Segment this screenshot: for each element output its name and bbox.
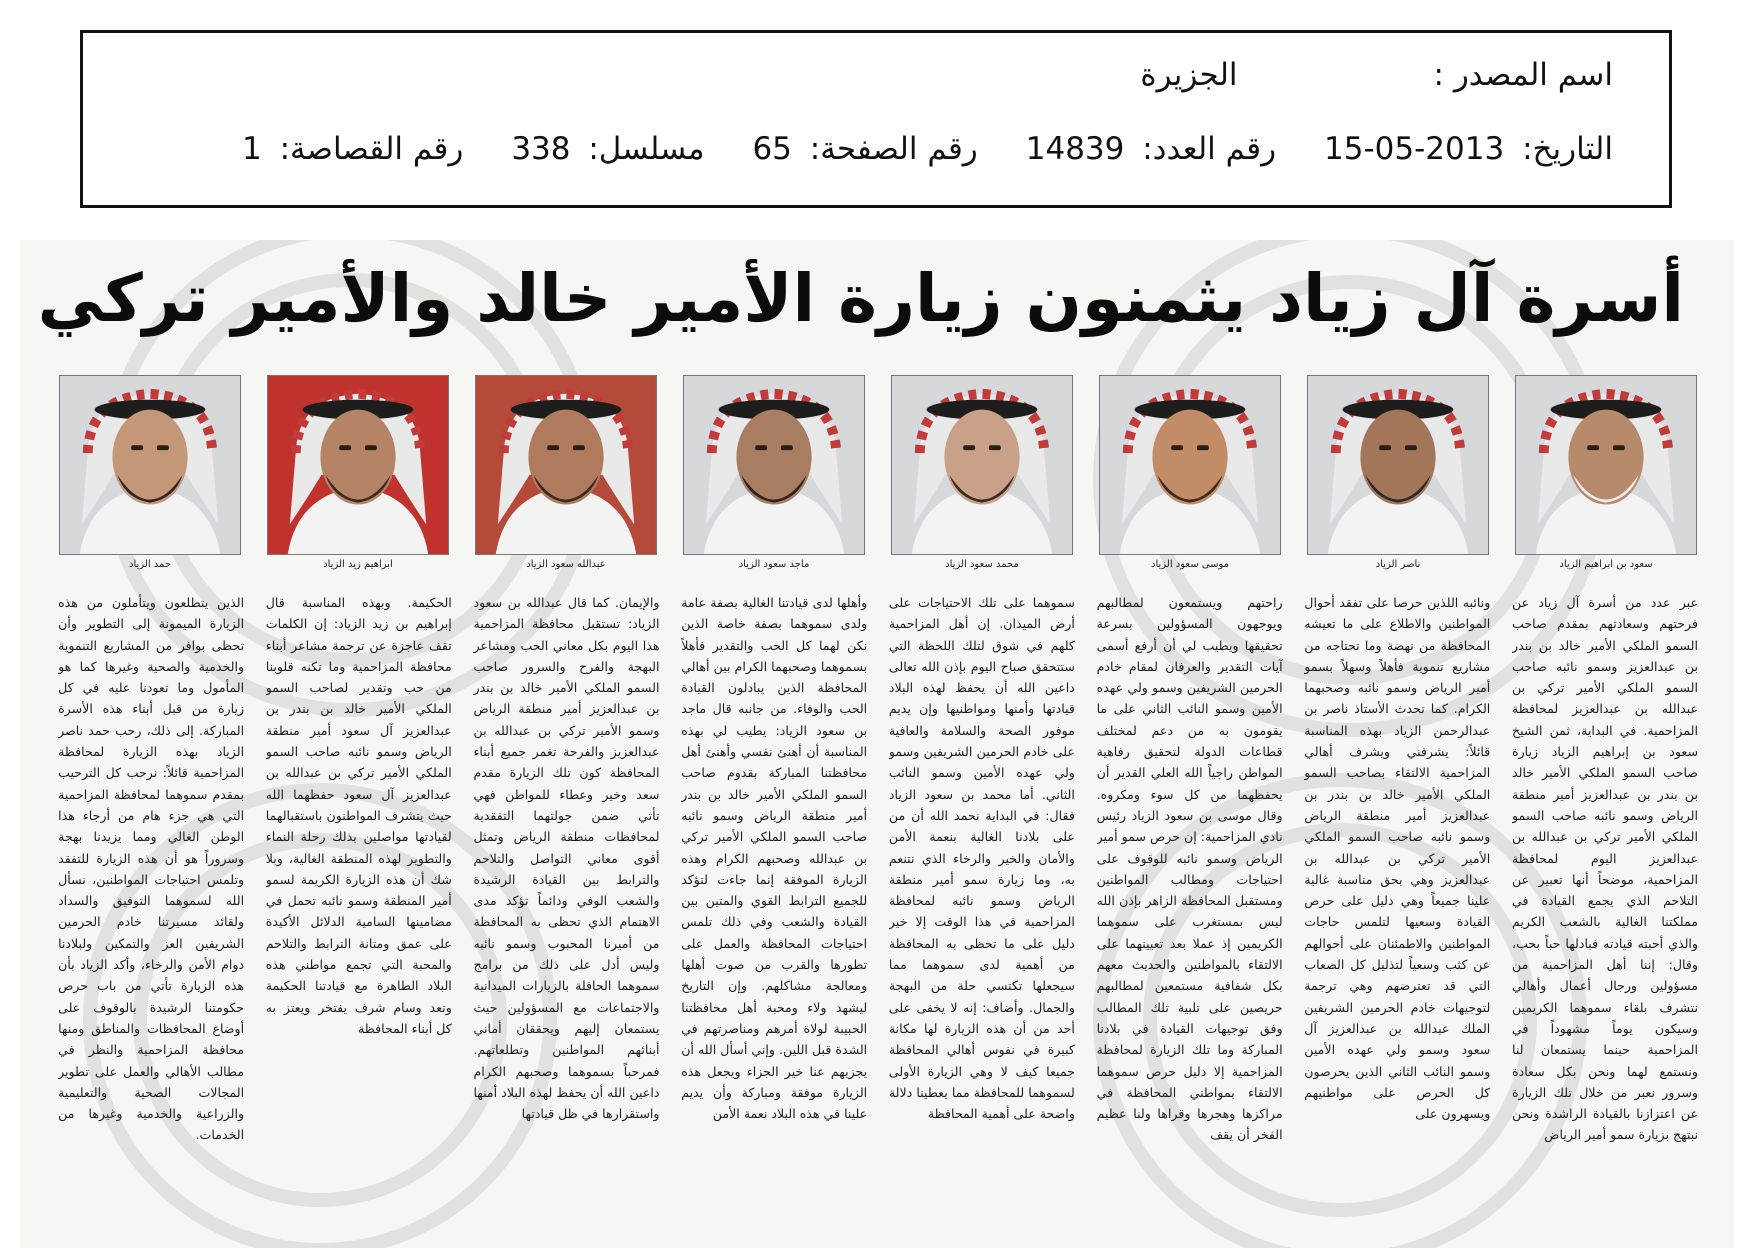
serial-label: مسلسل:	[588, 131, 705, 167]
publication-details-row	[242, 131, 1613, 167]
portrait-caption: ماجد سعود الزياد	[738, 559, 810, 570]
portrait-photo	[1307, 375, 1489, 555]
issue-value: 14839	[1025, 131, 1125, 167]
portrait-card	[1514, 375, 1698, 570]
portrait-caption: عبدالله سعود الزياد	[526, 559, 606, 570]
article-column: الذين يتطلعون ويتأملون من هذه الزيارة الميمونة إلى التطوير وأن تحظى بوافر من المشاريع التنموية والخدمية والصحية وغيرها كما هو المأمول وما تعودنا عليه في كل زيارة من قبل أبناء هذه الأسرة المباركة. إلى ذلك، رحب حمد ناصر الزياد بهذه الزيارة لمحافظة المزاحمية قائلاً: نرحب كل الترحيب بمقدم سموهما لمحافظة المزاحمية التي هي جزء هام من أرجاء هذا الوطن الغالي ومما يزيدنا بهجة وسروراً هو أن هذه الزيارة للتفقد وتلمس احتياجات المواطنين، نسأل الله لسموهما التوفيق والسداد ولقائد مسيرتنا خادم الحرمين الشريفين العز والتمكين ولبلادنا دوام الأمن والرخاء، وأكد الزياد بأن هذه الزيارة تأتي من باب حرص حكومتنا الرشيدة بالوقوف على أوضاع المحافظات والمناطق ومنها محافظة المزاحمية والنظر في مطالب الأهالي والعمل على تطوير المجالات الصحية والتعليمية والزراعية والخدمية وغيرها من الخدمات.	[58, 595, 245, 1143]
portrait-caption: سعود بن ابراهيم الزياد	[1559, 559, 1653, 570]
date-value: 15-05-2013	[1324, 131, 1505, 167]
portrait-caption: موسى سعود الزياد	[1150, 559, 1230, 570]
article-body	[58, 592, 1698, 1232]
serial-field	[511, 131, 704, 167]
source-name-value: الجزيرة	[1140, 57, 1238, 93]
portrait-photo	[59, 375, 241, 555]
portrait-photo	[891, 375, 1073, 555]
article-column: الحكيمة. وبهذه المناسبة قال إبراهيم بن زيد الزياد: إن الكلمات تقف عاجزة عن ترجمة مشاعر أبناء محافظة المزاحمية وما تكنه قلوبنا من حب وتقدير لصاحب السمو الملكي الأمير خالد بن بندر بن عبدالعزيز آل سعود أمير منطقة الرياض وسمو نائبه صاحب السمو الملكي الأمير تركي بن عبدالله بن عبدالعزيز آل سعود حفظهما الله حيث يتشرف المواطنون باستقبالهما لقيادتها مواصلين بذلك رحلة النماء والتطوير لهذه المنطقة الغالية، وبلا شك أن هذه الزيارة الكريمة لسمو أمير المنطقة وسمو نائبه تحمل في مضامينها السامية الدلائل الأكيدة على عمق ومتانة الترابط والتلاحم والمحبة التي تجمع مواطني هذه البلاد الطاهرة مع قيادتنا الحكيمة وتعد وسام شرف يفتخر ويعتز به كل أبناء المحافظة	[265, 595, 452, 1036]
photo-row	[58, 375, 1698, 570]
clip-label: رقم القصاصة:	[279, 131, 464, 167]
source-name-row	[1140, 57, 1613, 93]
issue-label: رقم العدد:	[1142, 131, 1277, 167]
article-column: راحتهم ويستمعون لمطالبهم ويوجهون المسؤولين بسرعة تحقيقها ويطيب لي أن أرفع أسمى آيات التقدير والعرفان لمقام خادم الحرمين الشريفين وسمو ولي عهده الأمين وسمو النائب الثاني على ما يقومون به من دعم لمختلف قطاعات الدولة لتحقيق رفاهية المواطن راجياً الله العلي القدير أن يحفظهما من كل سوء ومكروه. وقال موسى بن سعود الزياد رئيس نادي المزاحمية: إن حرص سمو أمير الرياض وسمو نائبه للوقوف على احتياجات ومطالب المواطنين ومستقبل المحافظة الزاهر بإذن الله ليس بمستغرب على سموهما الكريمين إذ عملا بعد تعيينهما على الالتقاء بالمواطنين والحديث معهم بكل شفافية مستمعين لمطالبهم حريصين على تلبية تلك المطالب وفق توجيهات القيادة في بلادنا المباركة وما تلك الزيارة لمحافظة المزاحمية إلا دليل حرص سموهما الالتقاء بمواطني المحافظة في مراكزها وهجرها وقراها ولنا عظيم الفخر أن يقف	[1096, 595, 1283, 1143]
portrait-card	[1098, 375, 1282, 570]
issue-field	[1026, 131, 1276, 167]
portrait-caption: حمد الزياد	[128, 559, 172, 570]
page-field	[752, 131, 977, 167]
portrait-card	[1306, 375, 1490, 570]
portrait-caption: ناصر الزياد	[1375, 559, 1421, 570]
portrait-photo	[1099, 375, 1281, 555]
article-column: وأهلها لدى قيادتنا الغالية بصفة عامة ولدى سموهما بصفة خاصة الذين نكن لهما كل الحب والتقدير فأهلاً بسموهما وصحبهما الكرام بين أهالي المحافظة الذين يبادلون القيادة الحب والوفاء. من جانبه قال ماجد بن سعود الزياد: يطيب لي بهذه المناسبة أن أهنئ نفسي وأهنئ أهل محافظتنا المباركة بقدوم صاحب السمو الملكي الأمير خالد بن بندر أمير منطقة الرياض وسمو نائبه صاحب السمو الملكي الأمير تركي بن عبدالله وصحبهم الكرام وهذه الزيارة الموفقة إنما جاءت لتؤكد للجميع الترابط القوي والمتين بين القيادة والشعب وفي ذلك تلمس احتياجات المحافظة والعمل على تطورها والقرب من صوت أهلها ومعالجة مشاكلهم. وإن التاريخ ليشهد ولاء ومحبة أهل محافظتنا الحبيبة لولاة أمرهم ومناصرتهم في الشدة قبل اللين. وإني أسأل الله أن يجزيهم عنا خير الجزاء ويجعل هذه الزيارة موفقة ومباركة وأن يديم علينا في هذه البلاد نعمة الأمن	[681, 595, 868, 1122]
portrait-photo	[267, 375, 449, 555]
portrait-caption: ابراهيم زيد الزياد	[323, 559, 393, 570]
portrait-photo	[1515, 375, 1697, 555]
date-field	[1324, 131, 1613, 167]
newspaper-clipping	[20, 240, 1734, 1248]
article-column: والإيمان. كما قال عبدالله بن سعود الزياد: تستقبل محافظة المزاحمية هذا اليوم بكل معاني الحب ومشاعر البهجة والفرح والسرور صاحب السمو الملكي الأمير خالد بن بندر بن عبدالعزيز أمير منطقة الرياض وسمو الأمير تركي بن عبدالله بن عبدالعزيز والفرحة تغمر جميع أبناء المحافظة كون تلك الزيارة مقدم سعد وخير وعطاء للمواطن فهي تأتي ضمن جولتهما التفقدية لمحافظات منطقة الرياض وتمثل أقوى معاني التواصل والتلاحم والترابط بين القيادة الرشيدة والشعب الوفي ودائماً تؤكد مدى الاهتمام الذي تحظى به المحافظة من أميرنا المحبوب وسمو نائبه وليس أدل على ذلك من برامج سموهما الحافلة بالزيارات الميدانية والاجتماعات مع المسؤولين حيث يستمعان إليهم ويحققان أماني أبنائهم المواطنين وتطلعاتهم. فمرحباً بسموهما وصحبهم الكرام داعين الله أن يحفظ لهذه البلاد أمنها واستقرارها في ظل قيادتها	[473, 595, 660, 1122]
portrait-card	[890, 375, 1074, 570]
portrait-photo	[475, 375, 657, 555]
article-column: ونائبه اللذين حرصا على تفقد أحوال المواطنين والاطلاع على ما تعيشه المحافظة من نهضة وما تحتاجه من مشاريع تنموية فأهلاً وسهلاً بسمو أمير الرياض وسمو نائبه وصحبهما الكرام. كما تحدث الأستاذ ناصر بن عبدالرحمن الزياد بهذه المناسبة قائلاً: يشرفني ويشرف أهالي المزاحمية الالتقاء بصاحب السمو الملكي الأمير خالد بن بندر بن عبدالعزيز أمير منطقة الرياض وسمو نائبه صاحب السمو الملكي الأمير تركي بن عبدالله بن عبدالعزيز وهي بحق مناسبة غالية علينا جميعاً وهي دليل على حرص القيادة وسعيها لتلمس حاجات المواطنين والاطمئنان على أحوالهم عن كثب وسعياً لتذليل كل الصعاب التي قد تعترضهم وهي ترجمة لتوجيهات خادم الحرمين الشريفين الملك عبدالله بن عبدالعزيز آل سعود وسمو ولي عهده الأمين وسمو النائب الثاني الذين يحرصون كل الحرص على مواطنيهم ويسهرون على	[1304, 595, 1491, 1122]
clip-value: 1	[241, 131, 262, 167]
source-info-box	[80, 30, 1672, 208]
date-label: التاريخ:	[1522, 131, 1613, 167]
article-column: سموهما على تلك الاحتياجات على أرض الميدان. إن أهل المزاحمية كلهم في شوق لتلك اللحظة التي ستتحقق صباح اليوم بإذن الله تعالى داعين الله أن يحفظ لهذه البلاد قيادتها وأمنها ومواطنيها وإن يديم موفور الصحة والسلامة والعافية على خادم الحرمين الشريفين وسمو ولي عهده الأمين وسمو النائب الثاني. أما محمد بن سعود الزياد فقال: في البداية نحمد الله أن من على بلادنا الغالية بنعمة الأمن والأمان والخير والرخاء الذي نتنعم به، وما زيارة سمو أمير منطقة الرياض وسمو نائبه لمحافظة المزاحمية في هذا الوقت إلا خير دليل على ما تحظى به المحافظة من أهمية لدى سموهما مما سيجعلها تكتسي حلة من البهجة والجمال. وأضاف: إنه لا يخفى على أحد من أن هذه الزيارة لها مكانة كبيرة في نفوس أهالي المحافظة جميعا كيف لا وهي الزيارة الأولى لسموهما للمحافظة مما يعطينا دلالة واضحة على أهمية المحافظة	[888, 595, 1075, 1122]
article-column: عبر عدد من أسرة آل زياد عن فرحتهم وسعادتهم بمقدم صاحب السمو الملكي الأمير خالد بن بندر بن عبدالعزيز وسمو نائبه صاحب السمو الملكي الأمير تركي بن عبدالله بن عبدالعزيز لمحافظة المزاحمية. في البداية، ثمن الشيخ سعود بن إبراهيم الزياد زيارة صاحب السمو الملكي الأمير خالد بن بندر بن عبدالعزيز أمير منطقة الرياض وسمو نائبه صاحب السمو الملكي الأمير تركي بن عبدالله بن عبدالعزيز اليوم لمحافظة المزاحمية، موضحاً أنها تعبير عن التلاحم الذي يجمع القيادة في مملكتنا الغالية بالشعب الكريم والذي أحبته قيادته فبادلها حباً بحب، وقال: إننا أهل المزاحمية من مسؤولين ورجال أعمال وأهالي نتشرف بلقاء سموهما الكريمين وسيكون يوماً مشهوداً في المزاحمية حينما يستمعان لنا ونستمع لهما ونحن بكل سعادة وسرور نعبر من خلال تلك الزيارة عن اعتزازنا بالقيادة الراشدة ونحن نبتهج بزيارة سمو أمير الرياض	[1512, 595, 1698, 1143]
page-value: 65	[752, 131, 792, 167]
page-label: رقم الصفحة:	[809, 131, 978, 167]
serial-value: 338	[511, 131, 571, 167]
portrait-card	[58, 375, 242, 570]
portrait-card	[266, 375, 450, 570]
portrait-caption: محمد سعود الزياد	[945, 559, 1019, 570]
portrait-card	[682, 375, 866, 570]
portrait-card	[474, 375, 658, 570]
article-headline: أسرة آل زياد يثمنون زيارة الأمير خالد والأمير تركي	[37, 260, 1684, 337]
clip-field	[242, 131, 463, 167]
source-name-label: اسم المصدر :	[1433, 57, 1613, 93]
portrait-photo	[683, 375, 865, 555]
